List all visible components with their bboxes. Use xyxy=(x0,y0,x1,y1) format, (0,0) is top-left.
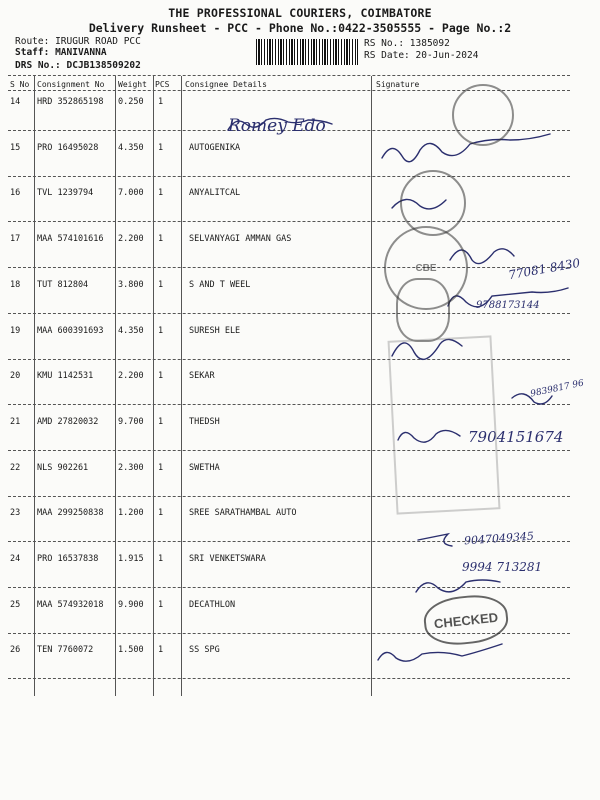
row-weight: 3.800 xyxy=(118,279,144,290)
row-consignment-no: TEN 7760072 xyxy=(37,645,94,656)
handwritten-phone: 7904151674 xyxy=(468,428,564,446)
row-consignment-no: MAA 574101616 xyxy=(37,234,104,245)
row-weight: 7.000 xyxy=(118,188,144,199)
col-divider xyxy=(115,76,116,696)
row-divider xyxy=(8,176,570,177)
row-consignee: ANYALITCAL xyxy=(189,188,241,199)
row-pcs: 1 xyxy=(158,462,164,473)
row-pcs: 1 xyxy=(158,599,164,610)
row-sno: 16 xyxy=(10,188,21,199)
rs-no-value: 1385092 xyxy=(409,38,450,49)
row-weight: 1.500 xyxy=(118,645,144,656)
row-weight: 4.350 xyxy=(118,325,144,336)
row-consignee: DECATHLON xyxy=(189,599,236,610)
row-weight: 2.200 xyxy=(118,234,144,245)
faded-seal-stamp xyxy=(452,84,514,146)
row-sno: 26 xyxy=(10,645,21,656)
signature-scribble xyxy=(416,580,500,592)
rs-date-label: RS Date: xyxy=(364,50,410,61)
row-pcs: 1 xyxy=(158,554,164,564)
handwritten-phone: 77081 8430 xyxy=(507,255,582,283)
row-weight: 2.200 xyxy=(118,371,144,382)
row-consignment-no: MAA 574932018 xyxy=(37,599,104,610)
rs-date-value: 20-Jun-2024 xyxy=(415,50,479,61)
row-sno: 24 xyxy=(10,554,21,564)
row-weight: 4.350 xyxy=(118,142,144,153)
row-divider xyxy=(8,267,570,268)
row-pcs: 1 xyxy=(158,142,164,153)
row-consignment-no: TVL 1239794 xyxy=(37,188,94,199)
row-sno: 23 xyxy=(10,508,21,519)
row-consignee: SRI VENKETSWARA xyxy=(189,554,266,564)
row-sno: 15 xyxy=(10,142,21,153)
row-consignee: SURESH ELE xyxy=(189,325,241,336)
row-consignment-no: NLS 902261 xyxy=(37,462,89,473)
handwritten-phone: 9788173144 xyxy=(476,300,540,311)
faded-seal-stamp xyxy=(396,278,450,342)
row-consignment-no: KMU 1142531 xyxy=(37,371,94,382)
col-divider xyxy=(181,76,182,696)
handwritten-phone: 9047049345 xyxy=(463,529,535,548)
checked-stamp-text: CHECKED xyxy=(433,609,499,631)
col-header-consignment: Consignment No xyxy=(37,80,105,89)
row-pcs: 1 xyxy=(158,234,164,245)
route-line xyxy=(15,36,141,47)
row-consignee: SEKAR xyxy=(189,371,215,382)
rs-no-line xyxy=(364,38,450,49)
row-consignment-no: MAA 600391693 xyxy=(37,325,104,336)
col-header-sno: S No xyxy=(10,80,30,89)
row-pcs: 1 xyxy=(158,279,164,290)
row-weight: 1.200 xyxy=(118,508,144,519)
handwritten-phone: 9994 713281 xyxy=(462,560,543,574)
row-weight: 9.700 xyxy=(118,416,144,427)
row-pcs: 1 xyxy=(158,371,164,382)
rs-no-label: RS No.: xyxy=(364,38,405,49)
staff-line xyxy=(15,47,107,58)
signature-scribble xyxy=(378,644,502,661)
runsheet-subtitle: Delivery Runsheet - PCC - Phone No.:0422-3505555 - Page No.:2 xyxy=(88,21,512,35)
row-consignment-no: TUT 812804 xyxy=(37,279,89,290)
row-sno: 22 xyxy=(10,462,21,473)
row-pcs: 1 xyxy=(158,188,164,199)
row-divider xyxy=(8,587,570,588)
staff-label: Staff: xyxy=(15,47,50,58)
row-consignee: SELVANYAGI AMMAN GAS xyxy=(189,234,292,245)
row-consignee: SWETHA xyxy=(189,462,220,473)
drs-line xyxy=(15,60,141,71)
row-divider xyxy=(8,678,570,679)
row-sno: 18 xyxy=(10,279,21,290)
row-weight: 0.250 xyxy=(118,97,144,107)
row-sno: 17 xyxy=(10,234,21,245)
rs-date-line xyxy=(364,50,478,61)
row-consignee: S AND T WEEL xyxy=(189,279,251,290)
row-weight: 9.900 xyxy=(118,599,144,610)
row-sno: 25 xyxy=(10,599,21,610)
row-consignment-no: PRO 16495028 xyxy=(37,142,99,153)
row-pcs: 1 xyxy=(158,508,164,519)
row-sno: 20 xyxy=(10,371,21,382)
row-weight: 2.300 xyxy=(118,462,144,473)
row-pcs: 1 xyxy=(158,645,164,656)
row-divider xyxy=(8,313,570,314)
row-divider xyxy=(8,221,570,222)
row-weight: 1.915 xyxy=(118,554,144,564)
handwritten-phone: 9839817 96 xyxy=(529,378,585,400)
row-pcs: 1 xyxy=(158,97,164,107)
cbe-stamp-text: CBE xyxy=(415,262,437,274)
signature-scribble xyxy=(418,534,452,546)
company-title: THE PROFESSIONAL COURIERS, COIMBATORE xyxy=(168,6,432,20)
route-value: IRUGUR ROAD PCC xyxy=(55,36,141,47)
rectangular-stamp xyxy=(388,335,501,514)
col-divider xyxy=(153,76,154,696)
staff-value: MANIVANNA xyxy=(55,47,107,58)
col-header-pcs: PCS xyxy=(155,80,170,89)
table-top-rule xyxy=(8,75,570,76)
row-sno: 14 xyxy=(10,97,21,107)
row-sno: 19 xyxy=(10,325,21,336)
row-consignee: AUTOGENIKA xyxy=(189,142,241,153)
row-consignee: SS SPG xyxy=(189,645,220,656)
col-header-weight: Weight xyxy=(118,80,147,89)
row-pcs: 1 xyxy=(158,325,164,336)
col-header-signature: Signature xyxy=(376,80,420,89)
row-pcs: 1 xyxy=(158,416,164,427)
row-consignment-no: HRD 352865198 xyxy=(37,97,104,107)
drs-value: DCJB138509202 xyxy=(66,60,141,71)
row-consignment-no: PRO 16537838 xyxy=(37,554,99,564)
row-consignment-no: AMD 27820032 xyxy=(37,416,99,427)
barcode xyxy=(256,39,358,65)
route-label: Route: xyxy=(15,36,50,47)
row-consignee: SREE SARATHAMBAL AUTO xyxy=(189,508,297,519)
handwritten-name: Romey Edo xyxy=(228,116,326,136)
row-consignee: THEDSH xyxy=(189,416,220,427)
col-header-consignee: Consignee Details xyxy=(185,80,267,89)
col-divider xyxy=(371,76,372,696)
row-sno: 21 xyxy=(10,416,21,427)
col-divider xyxy=(34,76,35,696)
checked-stamp xyxy=(422,592,511,649)
drs-label: DRS No.: xyxy=(15,60,61,71)
row-consignment-no: MAA 299250838 xyxy=(37,508,104,519)
